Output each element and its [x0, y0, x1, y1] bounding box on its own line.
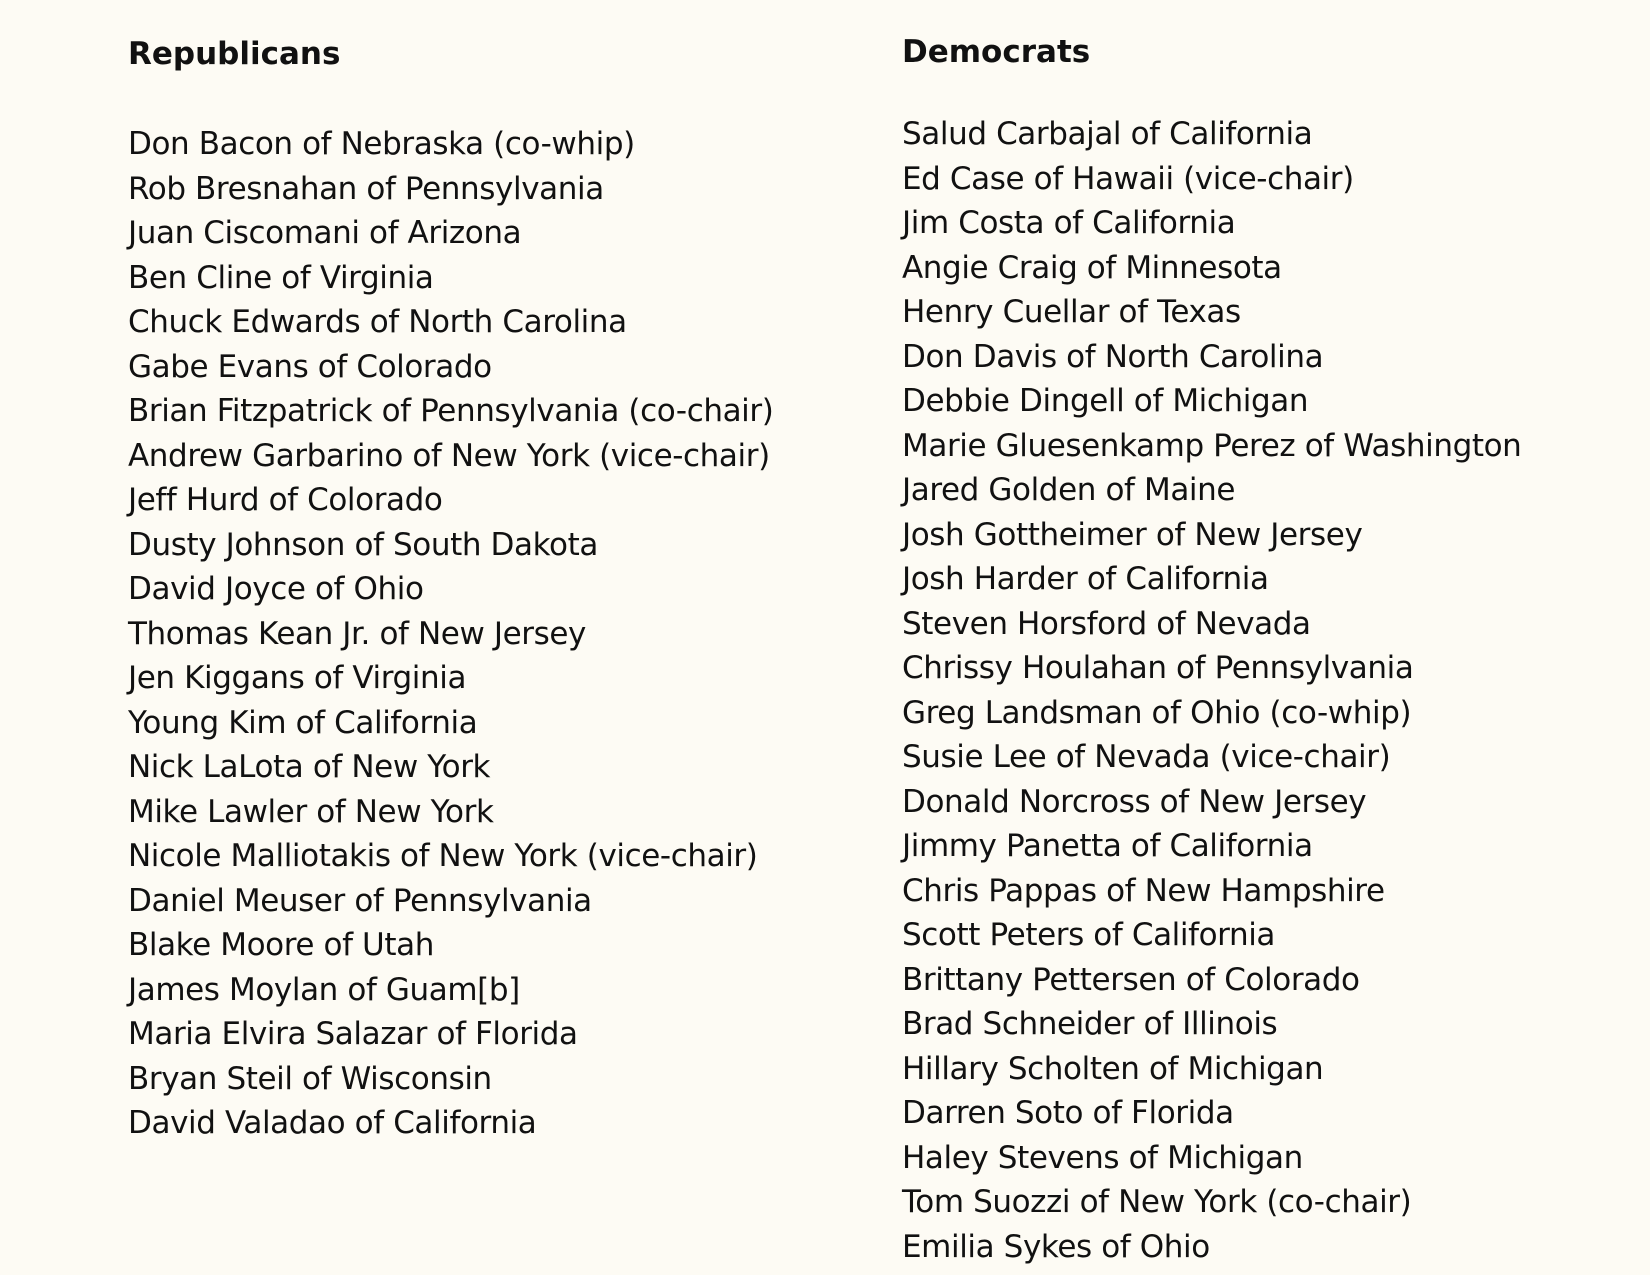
republicans-member-list	[128, 122, 773, 1146]
member-list-item: James Moylan of Guam[b]	[128, 971, 520, 1008]
republicans-heading: Republicans	[128, 36, 341, 72]
member-list-item: Josh Harder of California	[902, 561, 1269, 597]
member-list-item: Scott Peters of California	[902, 917, 1276, 953]
member-list-item: Young Kim of California	[128, 704, 478, 741]
member-list-item: Angie Craig of Minnesota	[902, 249, 1282, 286]
member-list-item: Maria Elvira Salazar of Florida	[128, 1016, 578, 1052]
member-list-item: Mike Lawler of New York	[128, 793, 494, 830]
member-list-item: Jen Kiggans of Virginia	[128, 660, 467, 696]
member-list-item: Don Davis of North Carolina	[902, 338, 1324, 375]
member-list-item: Steven Horsford of Nevada	[902, 605, 1311, 642]
member-list-item: Bryan Steil of Wisconsin	[128, 1060, 492, 1097]
member-list-item: Chuck Edwards of North Carolina	[128, 304, 627, 340]
member-list-item: Susie Lee of Nevada (vice-chair)	[902, 739, 1391, 775]
member-list-item: Darren Soto of Florida	[902, 1095, 1234, 1131]
member-list-item: Gabe Evans of Colorado	[128, 348, 492, 385]
member-list-item: Daniel Meuser of Pennsylvania	[128, 882, 592, 919]
member-list-item: Nicole Malliotakis of New York (vice-chair)	[128, 838, 758, 874]
member-list-item: Blake Moore of Utah	[128, 927, 434, 963]
member-list-item: Haley Stevens of Michigan	[902, 1139, 1303, 1176]
member-list-item: Salud Carbajal of California	[902, 116, 1313, 152]
member-list-item: Jared Golden of Maine	[902, 472, 1236, 508]
member-list-item: Brian Fitzpatrick of Pennsylvania (co-chair)	[128, 393, 774, 429]
member-list-item: Chrissy Houlahan of Pennsylvania	[902, 650, 1414, 686]
member-list-item: David Joyce of Ohio	[128, 571, 424, 607]
member-list-item: Thomas Kean Jr. of New Jersey	[128, 615, 586, 652]
member-list-item: Jim Costa of California	[902, 205, 1236, 241]
member-list-item: Hillary Scholten of Michigan	[902, 1050, 1324, 1087]
member-list-item: Josh Gottheimer of New Jersey	[902, 516, 1363, 553]
member-list-item: Don Bacon of Nebraska (co-whip)	[128, 126, 635, 162]
member-list-item: Donald Norcross of New Jersey	[902, 783, 1367, 820]
member-list-item: Debbie Dingell of Michigan	[902, 383, 1309, 419]
democrats-heading: Democrats	[902, 34, 1091, 70]
member-list-item: Brad Schneider of Illinois	[902, 1006, 1278, 1042]
member-list-item: Nick LaLota of New York	[128, 749, 491, 785]
member-list-item: Marie Gluesenkamp Perez of Washington	[902, 427, 1522, 464]
member-list-item: David Valadao of California	[128, 1105, 537, 1141]
member-list-item: Chris Pappas of New Hampshire	[902, 872, 1385, 909]
member-list-item: Emilia Sykes of Ohio	[902, 1228, 1210, 1265]
member-list-item: Juan Ciscomani of Arizona	[128, 215, 522, 251]
democrats-member-list	[902, 112, 1521, 1269]
member-list-item: Jeff Hurd of Colorado	[128, 482, 443, 518]
member-list-item: Rob Bresnahan of Pennsylvania	[128, 170, 604, 207]
member-list-item: Jimmy Panetta of California	[902, 828, 1313, 864]
member-list-item: Ed Case of Hawaii (vice-chair)	[902, 160, 1354, 197]
member-list-item: Andrew Garbarino of New York (vice-chair)	[128, 437, 770, 474]
member-list-item: Dusty Johnson of South Dakota	[128, 526, 598, 563]
member-list-item: Henry Cuellar of Texas	[902, 294, 1241, 330]
member-list-item: Tom Suozzi of New York (co-chair)	[902, 1184, 1412, 1220]
member-list-item: Greg Landsman of Ohio (co-whip)	[902, 694, 1412, 731]
member-list-item: Ben Cline of Virginia	[128, 259, 434, 296]
member-list-item: Brittany Pettersen of Colorado	[902, 961, 1360, 998]
